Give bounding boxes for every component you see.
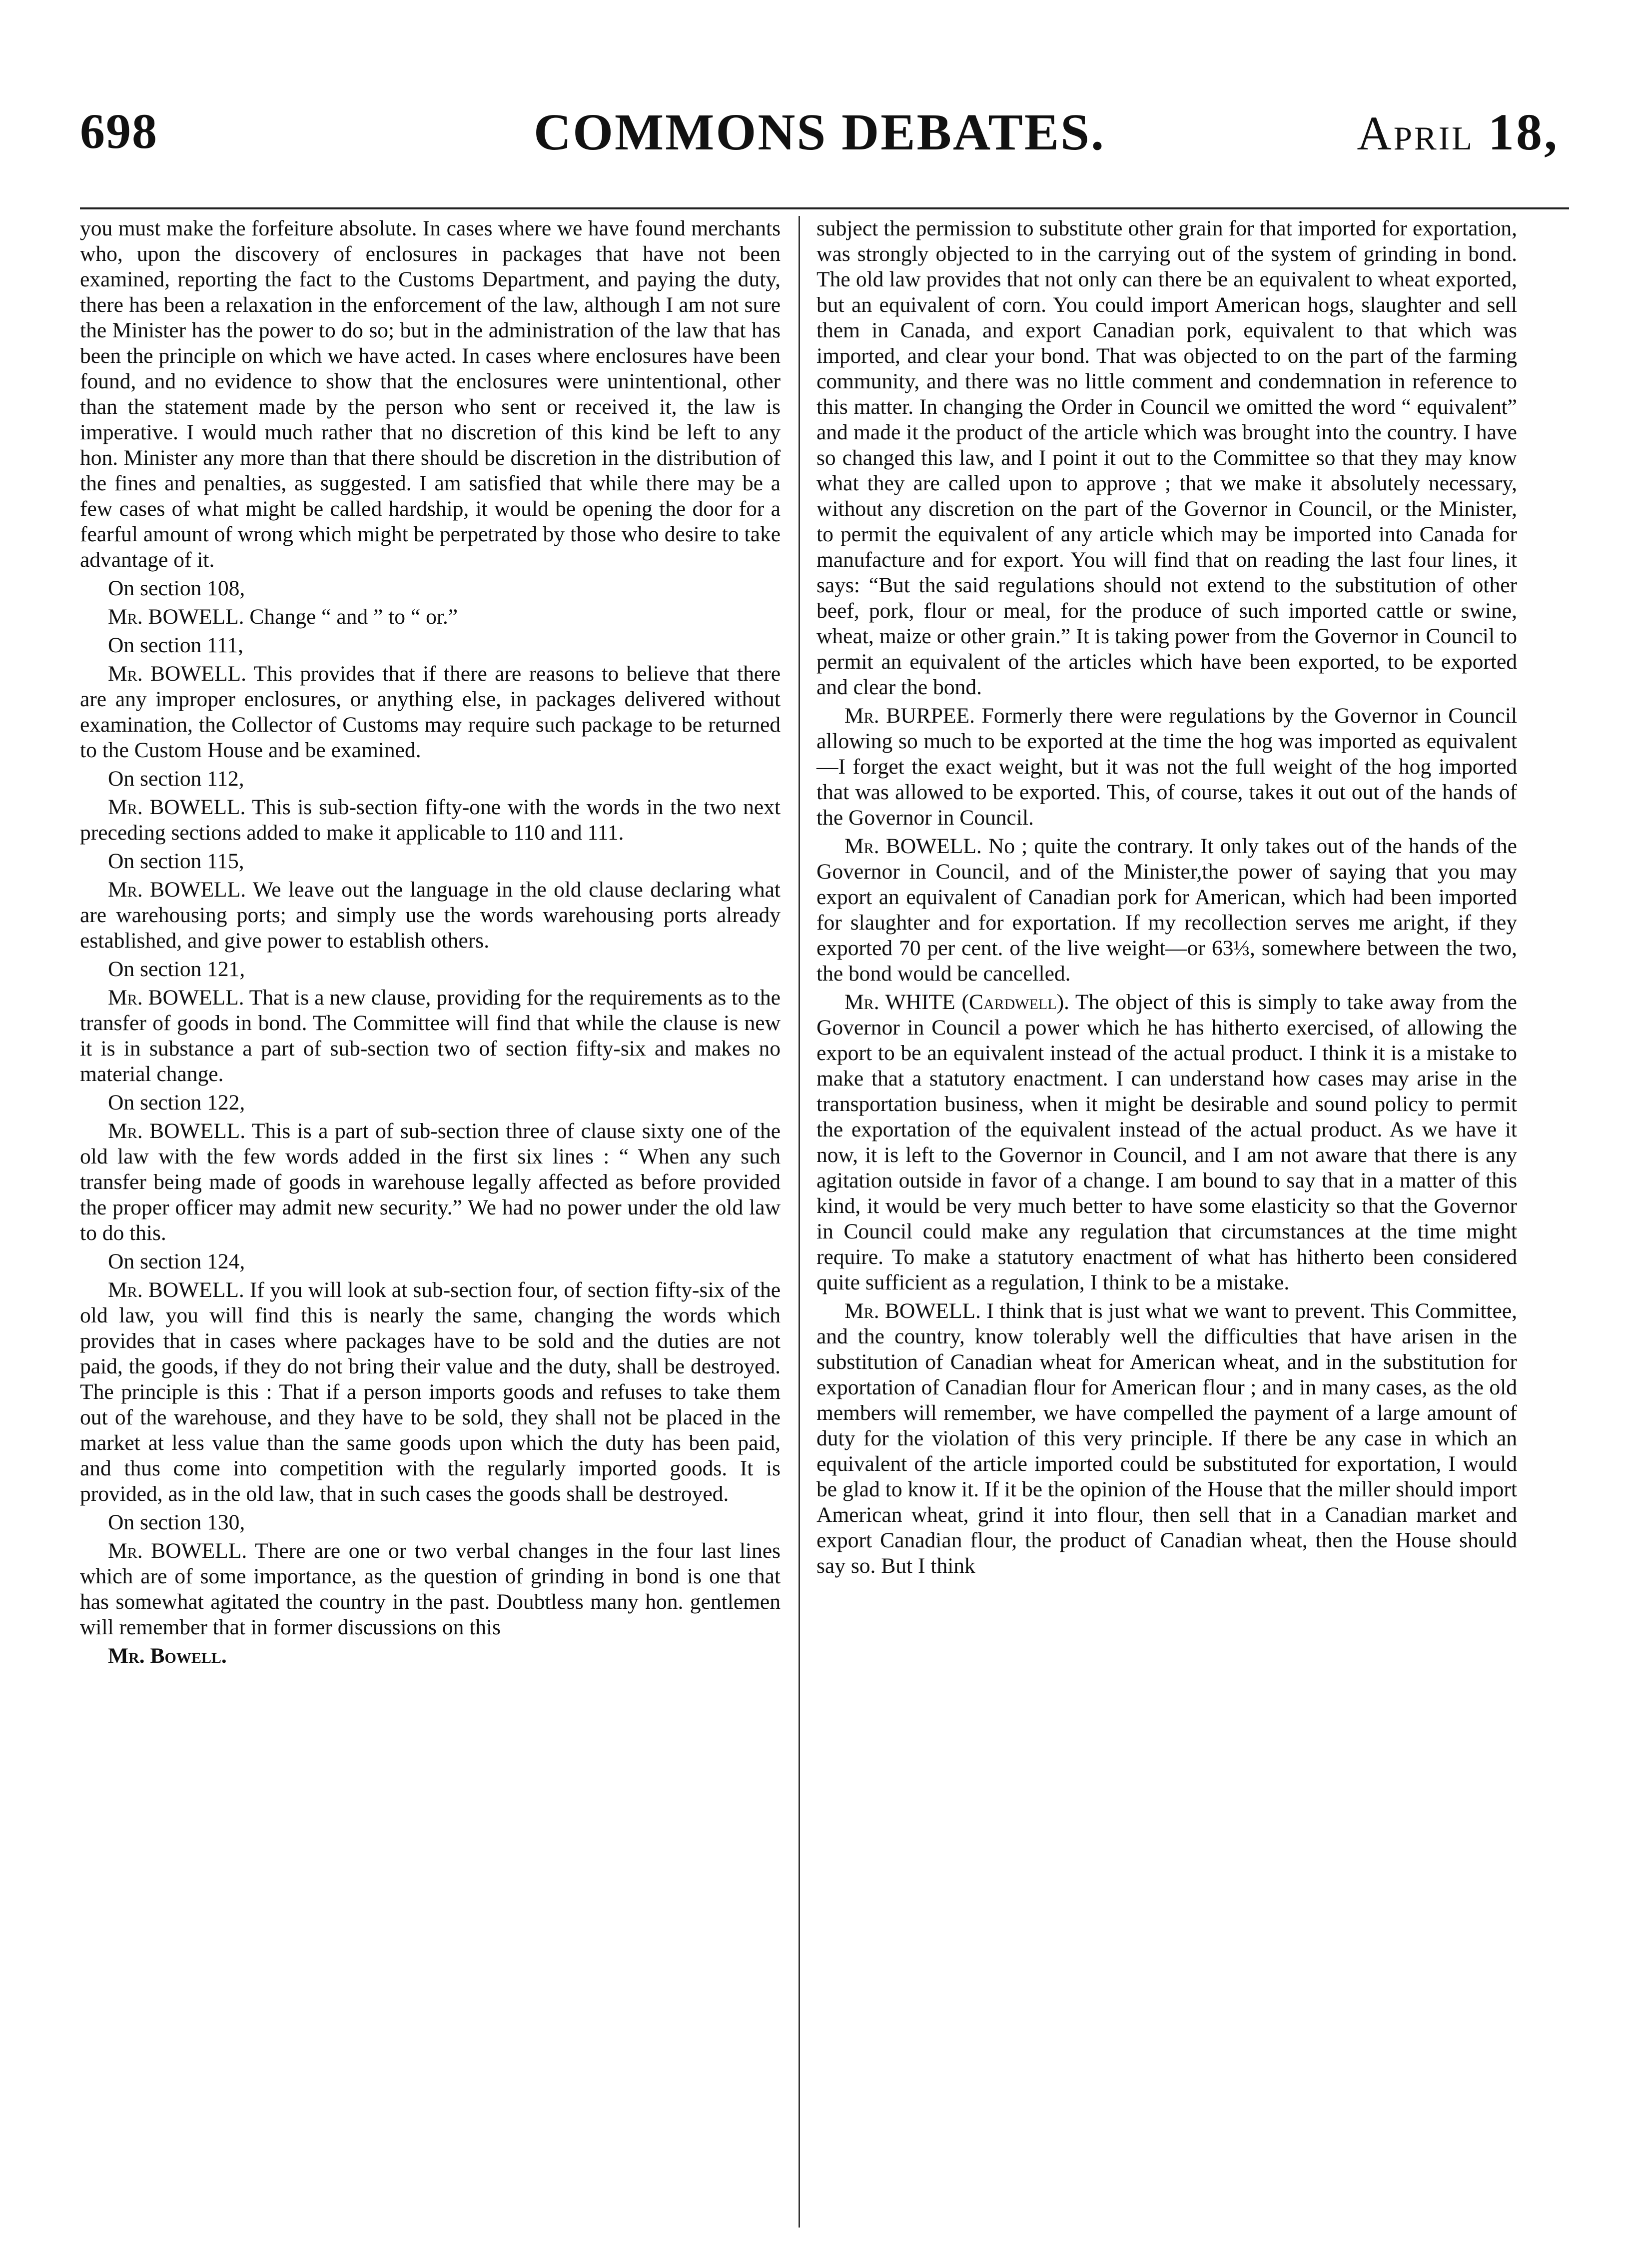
speaker-name: Mr. BURPEE. xyxy=(844,704,975,728)
section-heading: On section 130, xyxy=(108,1510,245,1534)
speech-text: I think that is just what we want to prevent. This Committee, and the country, know tolerably well the difficulties that have arisen in the substitution of Canadian wheat for American wheat, and in the substitution for exportation of Canadian flour for American flour ; and in many cases, as the old members will remember, we have compelled the payment of a large amount of duty for the violation of this very principle. If there be any case in which an equivalent of the article imported could be substituted for exportation, I would be glad to know it. If it be the opinion of the House that the miller should import American wheat, grind it into flour, then sell that in a Canadian market and export Canadian flour, the product of Canadian wheat, then the House should say so. But I think xyxy=(817,1299,1517,1578)
section-heading: On section 124, xyxy=(108,1249,245,1273)
section-heading: On section 112, xyxy=(108,767,244,791)
speaker-name: Mr. BOWELL. xyxy=(844,834,982,858)
speaker-name: Mr. BOWELL. xyxy=(108,1119,246,1143)
publication-title: COMMONS DEBATES. xyxy=(534,103,1105,161)
date-day: 18, xyxy=(1488,103,1559,161)
date-month: April xyxy=(1357,106,1474,160)
section-heading: On section 108, xyxy=(108,576,245,600)
speech-text: There are one or two verbal changes in the four last lines which are of some importance, as the question of grinding in bond is one that has somewhat agitated the country in the past. Doubtless many hon. gentlemen will remember that in former discussions on this xyxy=(80,1539,781,1639)
speech-paragraph xyxy=(817,1298,1517,1579)
speech-text: Formerly there were regulations by the Governor in Council allowing so much to be exported at the time the hog was imported as equivalent—I forget the exact weight, but it was not the full weight of the hog imported that was allowed to be exported. This, of course, takes it out out of the hands of the Governor in Council. xyxy=(817,704,1518,830)
speaker-name: Mr. BOWELL. xyxy=(108,1539,247,1563)
page-number: 698 xyxy=(80,103,158,159)
speaker-name: Mr. BOWELL. xyxy=(108,878,246,902)
speech-text: No ; quite the contrary. It only takes out of the hands of the Governor in Council, and of the Minister,the power of saying that you may export an equivalent of Canadian pork for American, which had been imported for slaughter and for exportation. If my recollection serves me aright, if they exported 70 per cent. of the live weight—or 63⅓, somewhere between the two, the bond would be cancelled. xyxy=(817,834,1517,986)
speech-text: Change “ and ” to “ or.” xyxy=(244,605,458,629)
speech-paragraph xyxy=(80,985,781,1087)
speaker-name: Mr. WHITE (Cardwell). xyxy=(844,990,1069,1014)
speaker-name: Mr. BOWELL. xyxy=(108,1278,244,1302)
speaker-name: Mr. BOWELL. xyxy=(844,1299,981,1323)
speech-text: This is a part of sub-section three of clause sixty one of the old law with the few words added in the first six lines : “ When any such transfer being made of goods in warehouse legally affected as before provided the proper officer may admit new security.” We had no power under the old law to do this. xyxy=(80,1119,781,1245)
footer-speaker: Mr. Bowell. xyxy=(108,1644,227,1668)
speaker-name: Mr. BOWELL. xyxy=(108,986,244,1010)
speech-paragraph xyxy=(80,1277,781,1507)
section-heading: On section 121, xyxy=(108,957,245,981)
section-heading: On section 115, xyxy=(108,849,244,873)
speech-paragraph xyxy=(80,795,781,846)
right-column xyxy=(817,216,1517,1582)
speech-text: This is sub-section fifty-one with the words in the two next preceding sections added to make it applicable to 110 and 111. xyxy=(80,795,781,845)
column-divider xyxy=(799,216,800,2228)
speech-paragraph xyxy=(80,661,781,763)
speech-text: That is a new clause, providing for the requirements as to the transfer of goods in bond. The Committee will find that while the clause is new it is in substance a part of sub-section two of section fifty-six and makes no material change. xyxy=(80,986,781,1086)
speaker-name: Mr. BOWELL. xyxy=(108,662,246,686)
paragraph: subject the permission to substitute other grain for that imported for exportation, was strongly objected to in the carrying out of the system of grinding in bond. The old law provides that not only can there be an equivalent to wheat exported, but an equivalent of corn. You could import American hogs, slaughter and sell them in Canada, and export Canadian pork, equivalent to that which was imported, and clear your bond. That was objected to on the part of the farming community, and there was no little comment and condemnation in reference to this matter. In changing the Order in Council we omitted the word “ equivalent” and made it the product of the article which was brought into the country. I have so changed this law, and I point it out to the Committee so that they may know what they are called upon to approve ; that we make it absolutely necessary, without any discretion on the part of the Governor in Council, or the Minister, to permit the equivalent of any article which may be imported into Canada for manufacture and for export. You will find that on reading the last four lines, it says: “But the said regulations should not extend to the substitution of other beef, pork, flour or meal, for the produce of such imported cattle or swine, wheat, maize or other grain.” It is taking power from the Governor in Council to permit an equivalent of the articles which have been exported, to be exported and clear the bond. xyxy=(817,216,1517,699)
speech-paragraph xyxy=(80,877,781,954)
speech-paragraph xyxy=(80,1119,781,1246)
date-label xyxy=(1357,102,1559,162)
speech-paragraph xyxy=(817,990,1517,1295)
speech-paragraph xyxy=(80,604,781,630)
header-rule xyxy=(80,207,1569,209)
paragraph: you must make the forfeiture absolute. In cases where we have found merchants who, upon the discovery of enclosures in packages that have not been examined, reporting the fact to the Customs Department, and paying the duty, there has been a relaxation in the enforcement of the law, although I am not sure the Minister has the power to do so; but in the administration of the law that has been the principle on which we have acted. In cases where enclosures have been found, and no evidence to show that the enclosures were unintentional, other than the statement made by the person who sent or received it, the law is imperative. I would much rather that no discretion of this kind be left to any hon. Minister any more than that there should be discretion in the distribution of the fines and penalties, as suggested. I am satisfied that while there may be a few cases of what might be called hardship, it would be opening the door for a fearful amount of wrong which might be perpetrated by those who desire to take advantage of it. xyxy=(80,216,781,572)
page-header xyxy=(80,102,1559,167)
speech-text: This provides that if there are reasons to believe that there are any improper enclosures, or anything else, in packages delivered without examination, the Collector of Customs may require such package to be returned to the Custom House and be examined. xyxy=(80,662,781,762)
speech-text: If you will look at sub-section four, of section fifty-six of the old law, you will find this is nearly the same, changing the words which provides that in cases where packages have to be sold and the duties are not paid, the goods, if they do not bring their value and the duty, shall be destroyed. The principle is this : That if a person imports goods and refuses to take them out of the warehouse, and they have to be sold, they shall not be placed in the market at less value than the same goods upon which the duty has been paid, and thus come into competition with the regularly imported goods. It is provided, as in the old law, that in such cases the goods shall be destroyed. xyxy=(80,1278,781,1506)
left-column xyxy=(80,216,781,1672)
speaker-name: Mr. BOWELL. xyxy=(108,795,246,819)
speech-paragraph xyxy=(817,834,1517,987)
section-heading: On section 111, xyxy=(108,633,244,657)
speech-text: We leave out the language in the old clause declaring what are warehousing ports; and simply use the words warehousing ports already established, and give power to establish others. xyxy=(80,878,781,953)
section-heading: On section 122, xyxy=(108,1091,245,1115)
speaker-name: Mr. BOWELL. xyxy=(108,605,244,629)
speech-text: The object of this is simply to take away from the Governor in Council a power which he has hitherto exercised, of allowing the export to be an equivalent instead of the actual product. I think it is a mistake to make that a statutory enactment. I can understand how cases may arise in the transportation business, when it might be desirable and sound policy to permit the exportation of the equivalent instead of the actual product. As we have it now, it is left to the Governor in Council, and I am not aware that there is any agitation outside in favor of a change. I am bound to say that in a matter of this kind, it would be very much better to have some elasticity so that the Governor in Council could make any regulation that circumstances at the time might require. To make a statutory enactment of what has hitherto been considered quite sufficient as a regulation, I think to be a mistake. xyxy=(817,990,1517,1294)
speech-paragraph xyxy=(817,703,1517,831)
speech-paragraph xyxy=(80,1538,781,1640)
